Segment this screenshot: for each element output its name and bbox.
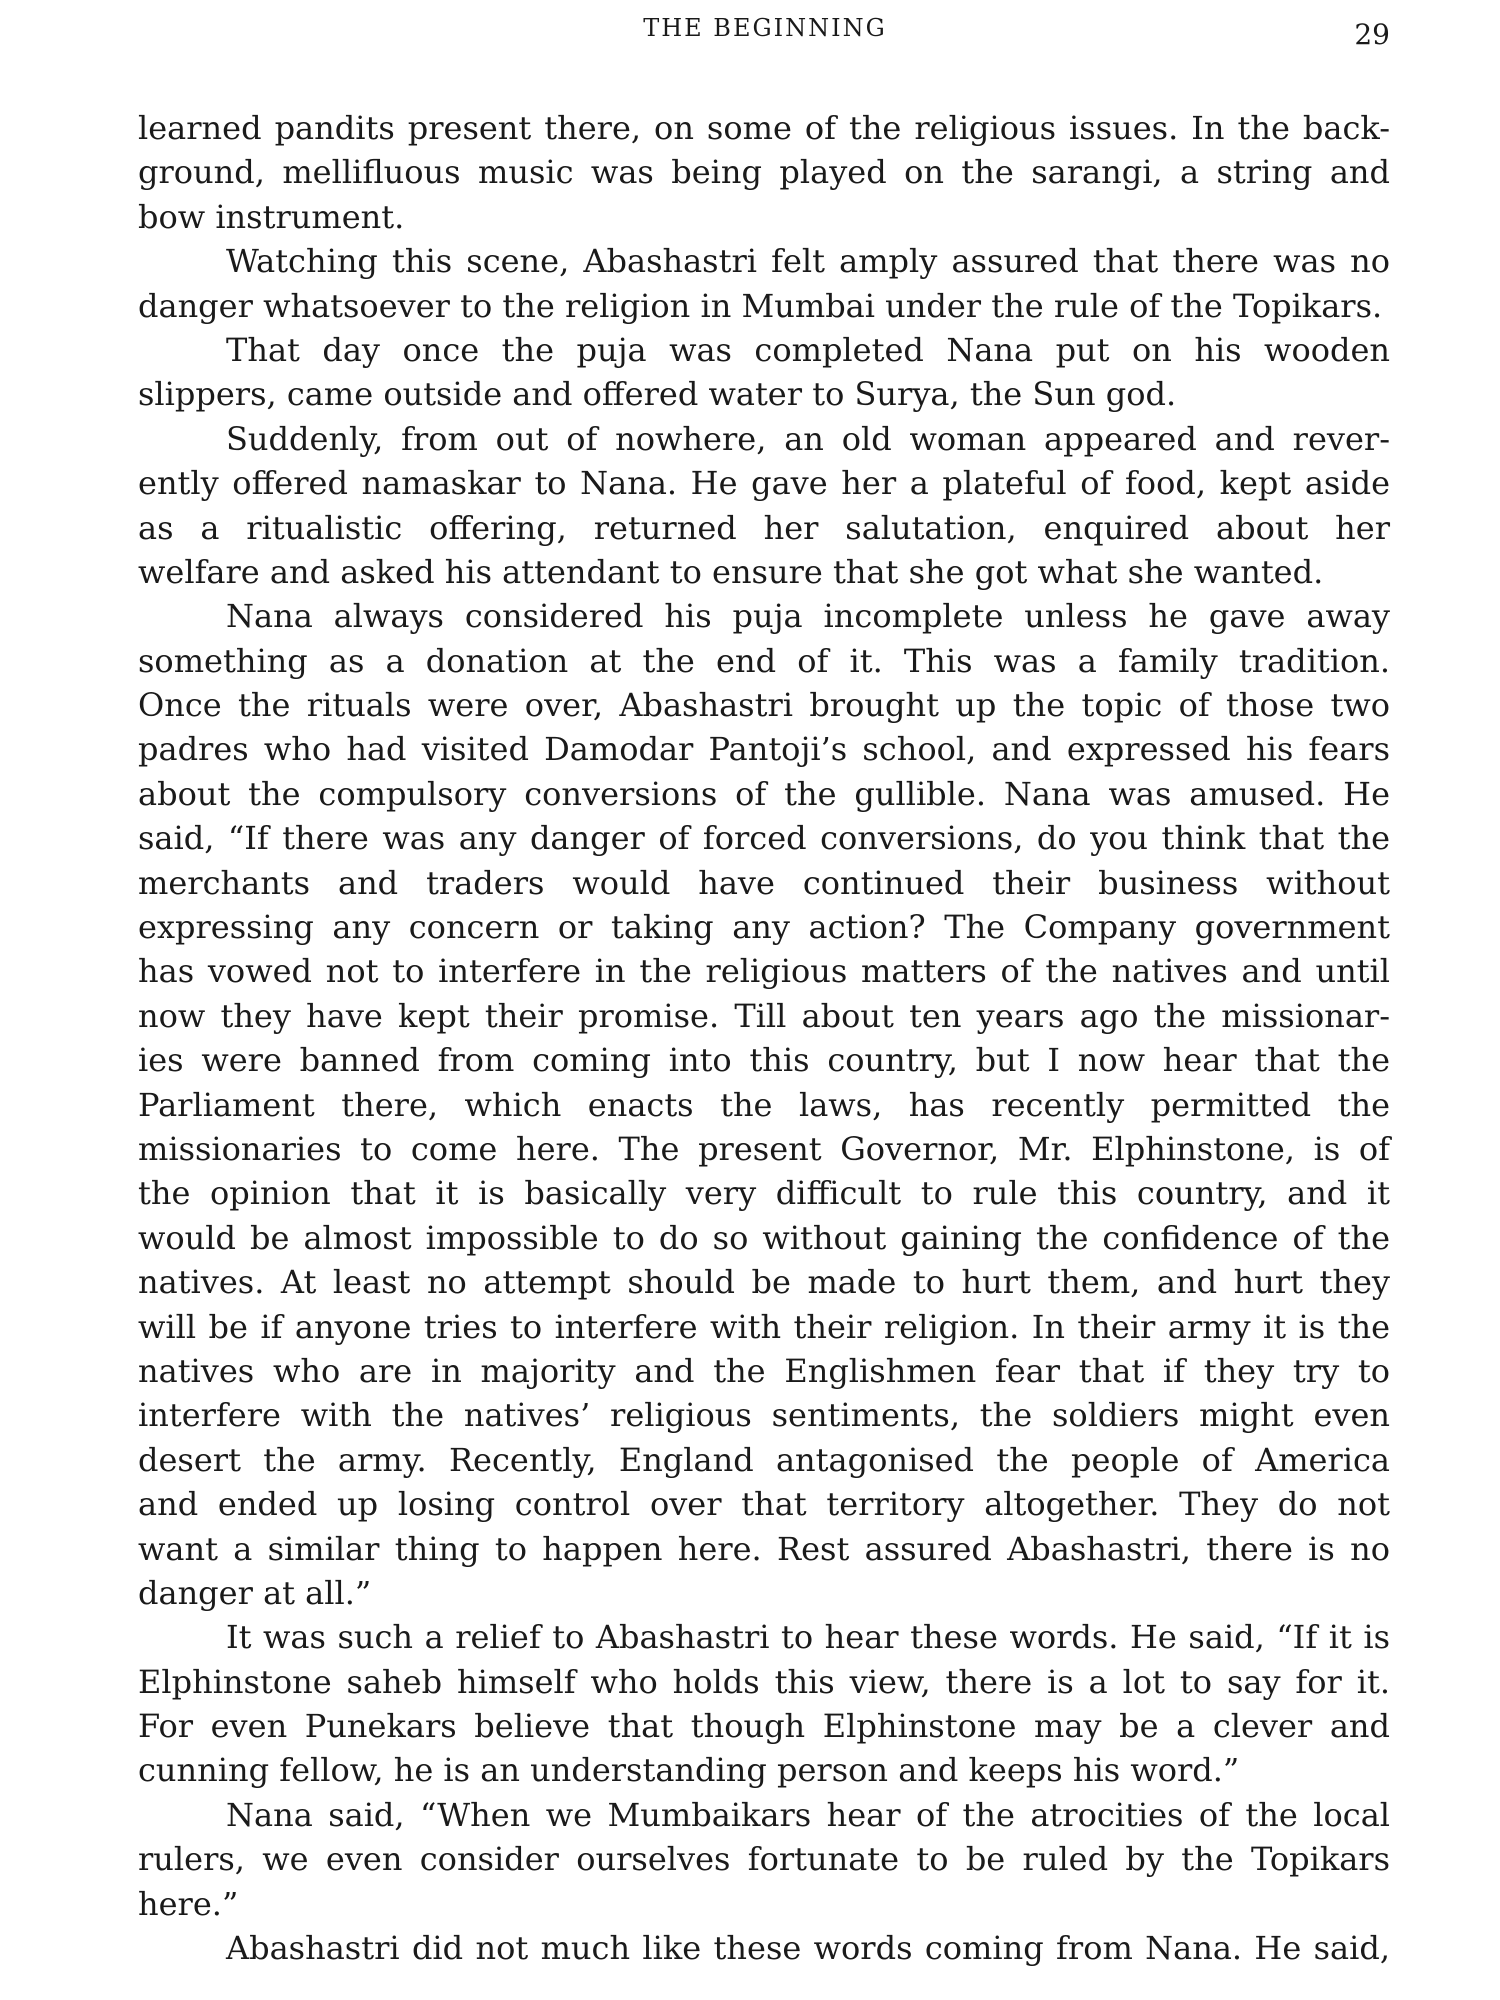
text-line: danger whatsoever to the religion in Mumbai under the rule of the Topikars. [138, 286, 1383, 325]
text-line: ently offered namaskar to Nana. He gave her a plateful of food, kept aside [138, 464, 1390, 503]
text-line: natives who are in majority and the Englishmen fear that if they try to [138, 1351, 1390, 1390]
text-line: learned pandits present there, on some of the religious issues. In the back- [138, 109, 1390, 147]
text-line: bow instrument. [138, 197, 405, 236]
text-line: danger at all.” [138, 1573, 372, 1612]
text-line: as a ritualistic offering, returned her salutation, enquired about her [138, 508, 1390, 547]
text-line: something as a donation at the end of it. This was a family tradition. [138, 641, 1390, 680]
text-line: padres who had visited Damodar Pantoji’s school, and expressed his fears [138, 730, 1390, 769]
text-line: slippers, came outside and offered water to Surya, the Sun god. [138, 375, 1177, 414]
running-title: THE BEGINNING [643, 14, 887, 42]
text-line: merchants and traders would have continued their business without [138, 863, 1390, 902]
text-line: will be if anyone tries to interfere with their religion. In their army it is the [138, 1307, 1390, 1346]
text-line: welfare and asked his attendant to ensure that she got what she wanted. [138, 552, 1324, 591]
page-header [0, 14, 1500, 54]
paragraph [138, 1926, 1390, 1970]
text-line: ground, mellifluous music was being played on the sarangi, a string and [138, 153, 1390, 192]
paragraph [138, 328, 1390, 417]
text-line: and ended up losing control over that territory altogether. They do not [138, 1485, 1390, 1524]
body-text [138, 106, 1390, 1970]
text-line: interfere with the natives’ religious sentiments, the soldiers might even [138, 1396, 1390, 1435]
text-line: said, “If there was any danger of forced conversions, do you think that the [138, 819, 1390, 858]
paragraph [138, 417, 1390, 595]
paragraph [138, 1793, 1390, 1926]
text-line: Once the rituals were over, Abashastri brought up the topic of those two [138, 686, 1390, 725]
text-line: That day once the puja was completed Nana put on his wooden [226, 330, 1390, 369]
text-line: cunning fellow, he is an understanding person and keeps his word.” [138, 1751, 1240, 1790]
text-line: natives. At least no attempt should be made to hurt them, and hurt they [138, 1263, 1390, 1302]
text-line: It was such a relief to Abashastri to hear these words. He said, “If it is [226, 1618, 1390, 1657]
text-line: Suddenly, from out of nowhere, an old woman appeared and rever- [226, 419, 1390, 458]
text-line: would be almost impossible to do so without gaining the confidence of the [138, 1218, 1390, 1257]
text-line: want a similar thing to happen here. Rest assured Abashastri, there is no [138, 1529, 1390, 1568]
text-line: Elphinstone saheb himself who holds this view, there is a lot to say for it. [138, 1662, 1390, 1701]
text-line: expressing any concern or taking any action? The Company government [138, 908, 1390, 947]
text-line: Watching this scene, Abashastri felt amply assured that there was no [226, 242, 1390, 281]
text-line: Nana said, “When we Mumbaikars hear of the atrocities of the local [226, 1795, 1390, 1834]
paragraph [138, 594, 1390, 1615]
paragraph [138, 239, 1390, 328]
page-number: 29 [1354, 18, 1390, 51]
text-line: rulers, we even consider ourselves fortunate to be ruled by the Topikars [138, 1840, 1390, 1879]
text-line: For even Punekars believe that though Elphinstone may be a clever and [138, 1707, 1390, 1746]
text-line: the opinion that it is basically very difficult to rule this country, and it [138, 1174, 1390, 1213]
text-line: desert the army. Recently, England antagonised the people of America [138, 1440, 1390, 1479]
text-line: here.” [138, 1884, 239, 1923]
text-line: Parliament there, which enacts the laws, has recently permitted the [138, 1085, 1390, 1124]
paragraph [138, 106, 1390, 239]
text-line: ies were banned from coming into this country, but I now hear that the [138, 1041, 1390, 1080]
text-line: Nana always considered his puja incomplete unless he gave away [226, 597, 1390, 636]
text-line: now they have kept their promise. Till about ten years ago the missionar- [138, 996, 1390, 1035]
paragraph [138, 1615, 1390, 1793]
text-line: missionaries to come here. The present Governor, Mr. Elphinstone, is of [138, 1129, 1390, 1168]
text-line: Abashastri did not much like these words coming from Nana. He said, [226, 1929, 1390, 1968]
text-line: about the compulsory conversions of the gullible. Nana was amused. He [138, 774, 1390, 813]
text-line: has vowed not to interfere in the religious matters of the natives and until [138, 952, 1390, 991]
